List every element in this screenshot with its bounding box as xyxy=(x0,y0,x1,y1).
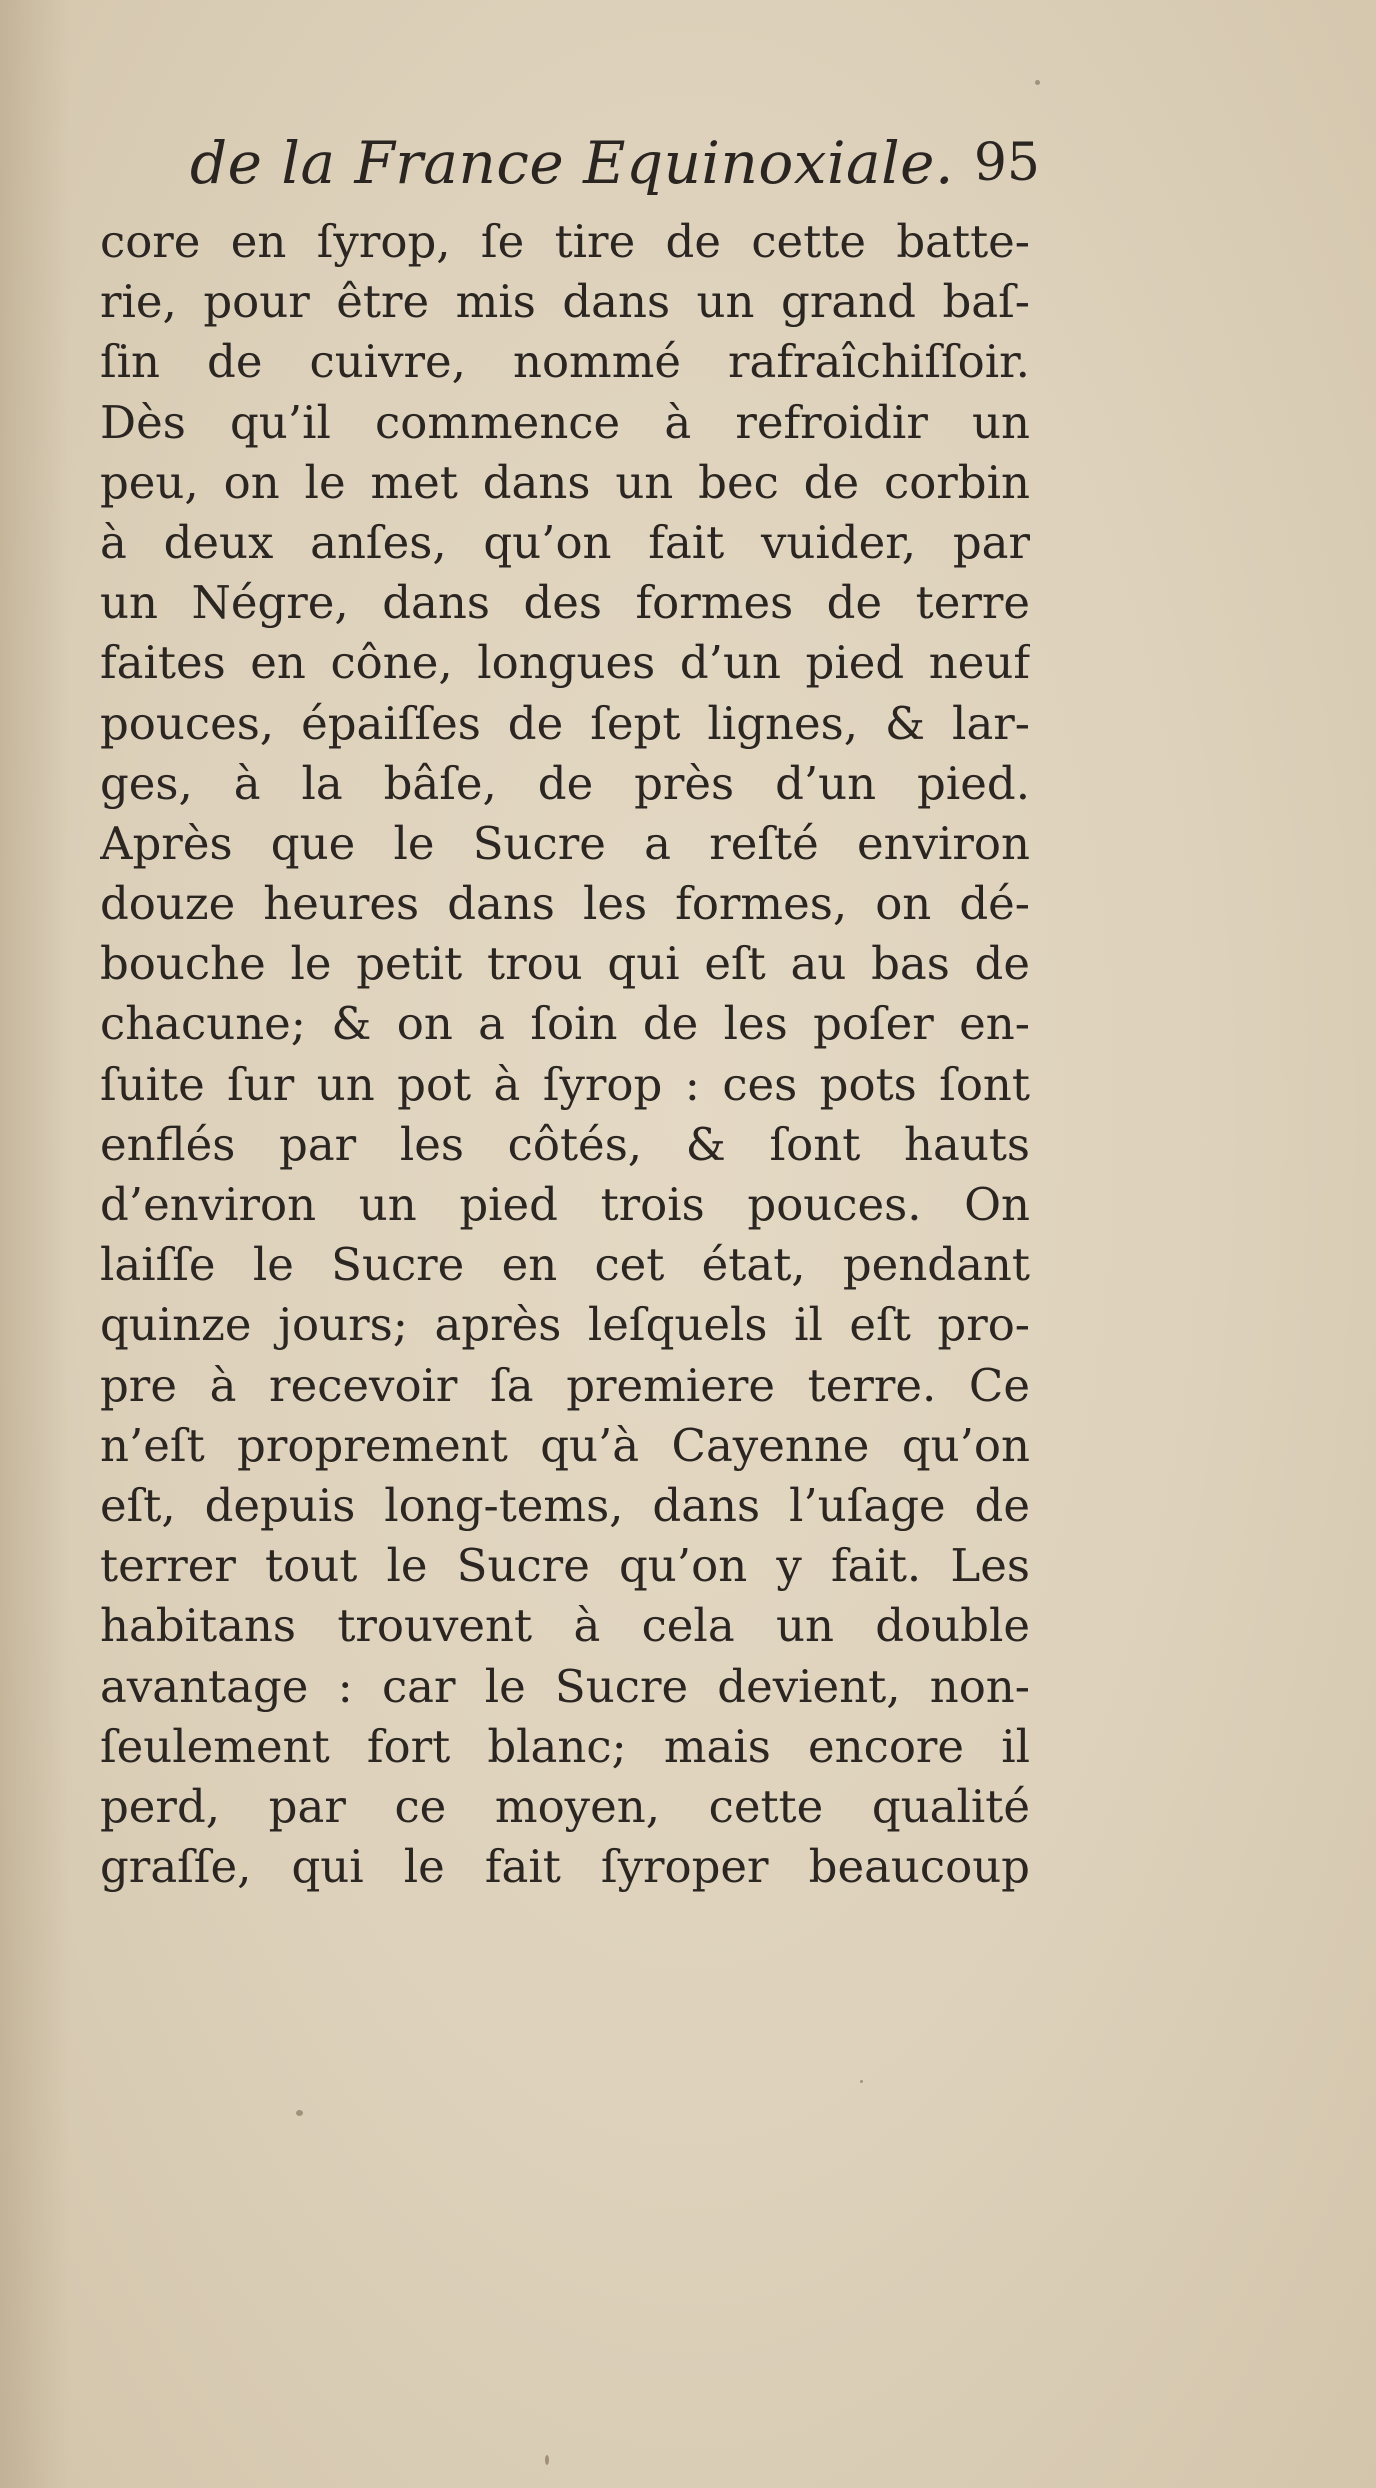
text-line: terrer tout le Sucre qu’on y fait. Les xyxy=(100,1539,1030,1593)
text-line: d’environ un pied trois pouces. On xyxy=(100,1178,1030,1231)
text-line: douze heures dans les formes, on dé- xyxy=(100,877,1030,931)
text-line: core en ſyrop, ſe tire de cette batte- xyxy=(100,215,1030,268)
page-header xyxy=(190,118,1040,208)
text-line: avantage : car le Sucre devient, non- xyxy=(100,1659,1030,1713)
paper-speck xyxy=(860,2080,863,2083)
text-line: ſeulement fort blanc; mais encore il xyxy=(100,1719,1030,1773)
paper-speck xyxy=(296,2110,303,2116)
text-line: faites en cône, longues d’un pied neuf xyxy=(100,636,1030,690)
text-line: habitans trouvent à cela un double xyxy=(100,1599,1030,1653)
paper-speck xyxy=(545,2455,549,2465)
text-line: ſin de cuivre, nommé rafraîchiſſoir. xyxy=(100,335,1030,389)
text-line: perd, par ce moyen, cette qualité xyxy=(100,1779,1030,1833)
page-number: 95 xyxy=(973,133,1040,193)
text-line: graſſe, qui le fait ſyroper beaucoup xyxy=(100,1840,1030,1894)
text-line: Dès qu’il commence à refroidir un xyxy=(100,395,1030,449)
text-line: un Négre, dans des formes de terre xyxy=(100,576,1030,630)
text-line: ſuite ſur un pot à ſyrop : ces pots ſont xyxy=(100,1057,1030,1111)
text-line: Après que le Sucre a reſté environ xyxy=(100,816,1030,870)
text-line: ges, à la bâſe, de près d’un pied. xyxy=(100,756,1030,810)
text-line: bouche le petit trou qui eſt au bas de xyxy=(100,937,1030,991)
text-line: laiſſe le Sucre en cet état, pendant xyxy=(100,1238,1030,1292)
text-line: n’eſt proprement qu’à Cayenne qu’on xyxy=(100,1418,1030,1472)
text-line: pre à recevoir ſa premiere terre. Ce xyxy=(100,1358,1030,1412)
paper-speck xyxy=(1035,80,1040,85)
text-line: pouces, épaiſſes de ſept lignes, & lar- xyxy=(100,696,1030,750)
gutter-shadow xyxy=(0,0,70,2488)
running-title: de la France Equinoxiale. xyxy=(190,129,954,197)
body-text xyxy=(100,212,1030,1897)
text-line: quinze jours; après leſquels il eſt pro- xyxy=(100,1298,1030,1352)
text-line: peu, on le met dans un bec de corbin xyxy=(100,455,1030,509)
text-line: à deux anſes, qu’on fait vuider, par xyxy=(100,515,1030,569)
text-line: enflés par les côtés, & ſont hauts xyxy=(100,1117,1030,1171)
text-line: rie, pour être mis dans un grand baſ- xyxy=(100,275,1030,329)
text-line: eſt, depuis long-tems, dans l’uſage de xyxy=(100,1478,1030,1532)
text-line: chacune; & on a ſoin de les poſer en- xyxy=(100,997,1030,1051)
